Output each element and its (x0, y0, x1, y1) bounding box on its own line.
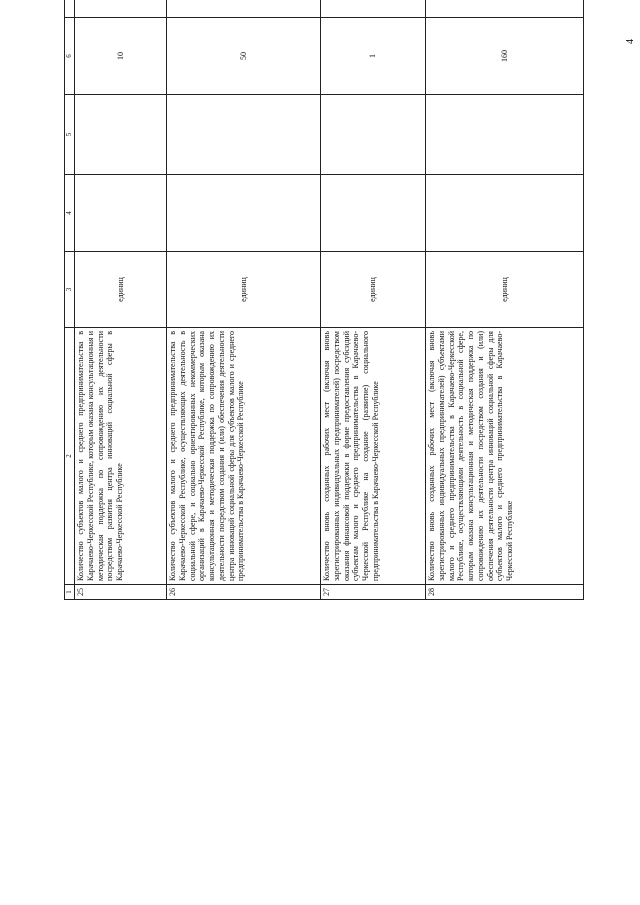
row-number: 25 (75, 585, 167, 600)
indicators-table (64, 0, 584, 600)
value-cell (167, 175, 321, 252)
col-header: 2 (65, 328, 75, 585)
table-row (321, 0, 426, 600)
value-cell (426, 0, 584, 18)
value-cell (167, 0, 321, 18)
unit-cell: единиц (167, 252, 321, 328)
indicator-text: Количество вновь созданных рабочих мест (включая вновь зарегистрированных индивидуальных предпринимателей) субъектами малого и среднего предпринимательства в Карачаево-Черкесской Республике, осуществляющими деятельность в социальной сфере, которым оказана консультационная и методическая поддержка по сопровождению их деятельности посредством создания и (или) обеспечения деятельности центра инноваций социальной сферы для субъектов малого и среднего предпринимательства в Карачаево-Черкесской Республике (426, 328, 584, 585)
rotated-table-page (64, 30, 609, 600)
value-cell (426, 175, 584, 252)
indicator-text: Количество субъектов малого и среднего предпринимательства в Карачаево-Черкесской Республике, осуществляющих деятельность в социальной сфере, и социально ориентированных некоммерческих организаций в Карачаево-Черкесской Республике, которым оказана консультационная и методическая поддержка по сопровождению их деятельности посредством создания и (или) обеспечения деятельности центра инноваций социальной сферы для субъектов малого и среднего предпринимательства в Карачаево-Черкесской Республике (167, 328, 321, 585)
col-header: 3 (65, 252, 75, 328)
value-cell: 1 (321, 18, 426, 95)
value-cell (75, 95, 167, 175)
value-cell: 50 (167, 18, 321, 95)
col-header: 1 (65, 585, 75, 600)
col-header: 5 (65, 95, 75, 175)
header-row (65, 0, 75, 600)
value-cell (321, 0, 426, 18)
value-cell (75, 0, 167, 18)
unit-cell: единиц (321, 252, 426, 328)
indicator-text: Количество субъектов малого и среднего предпринимательства в Карачаево-Черкесской Республике, которым оказана консультационная и методическая поддержка по сопровождению их деятельности посредством развития центра инноваций социальной сферы в Карачаево-Черкесской Республике (75, 328, 167, 585)
indicator-text: Количество вновь созданных рабочих мест (включая вновь зарегистрированных индивидуальных предпринимателей) посредством оказания финансовой поддержки в форме предоставления субсидий субъектам малого и среднего предпринимательства в Карачаево-Черкесской Республике на создание (развитие) социального предпринимательства в Карачаево-Черкесской Республике (321, 328, 426, 585)
value-cell: 160 (426, 18, 584, 95)
table-row (167, 0, 321, 600)
row-number: 27 (321, 585, 426, 600)
col-header: 6 (65, 18, 75, 95)
value-cell (75, 175, 167, 252)
value-cell (426, 95, 584, 175)
table-row (75, 0, 167, 600)
row-number: 28 (426, 585, 584, 600)
row-number: 26 (167, 585, 321, 600)
unit-cell: единиц (426, 252, 584, 328)
col-header: 4 (65, 175, 75, 252)
page-number: 4 (625, 39, 636, 44)
value-cell: 10 (75, 18, 167, 95)
value-cell (321, 175, 426, 252)
value-cell (167, 95, 321, 175)
col-header (65, 0, 75, 18)
value-cell (321, 95, 426, 175)
table-row (426, 0, 584, 600)
unit-cell: единиц (75, 252, 167, 328)
